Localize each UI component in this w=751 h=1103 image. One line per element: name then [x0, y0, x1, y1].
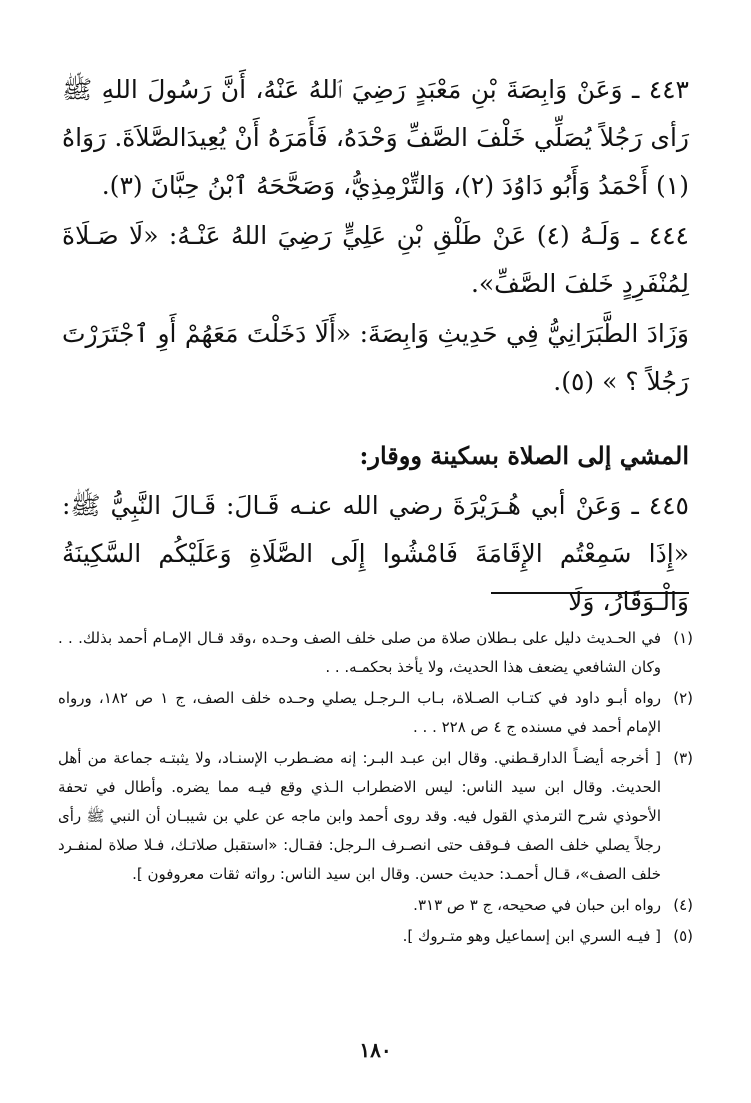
hadith-444: ٤٤٤ ـ وَلَـهُ (٤) عَنْ طَلْقِ بْنِ عَلِيٍّ رَضِيَ اللهُ عَنْـهُ: «لَا صَـلَاةَ لِمُنْفَرِدٍ خَلفَ الصَّفِّ».: [62, 221, 689, 298]
footnote-item: [58, 922, 693, 951]
footnotes-section: [58, 624, 693, 953]
hadith-443: ٤٤٣ ـ وَعَنْ وَابِصَةَ بْنِ مَعْبَدٍ رَضِيَ ٱللهُ عَنْهُ، أَنَّ رَسُولَ اللهِ ﷺ رَأى رَجُلاً يُصَلِّي خَلْفَ الصَّفِّ وَحْدَهُ، فَأَمَرَهُ أَنْ يُعِيدَالصَّلاَةَ. رَوَاهُ (١) أَحْمَدُ وَأَبُو دَاوُدَ (٢)، وَالتِّرْمِذِيُّ، وَصَحَّحَهُ ٱبْنُ حِبَّانَ (٣).: [62, 75, 689, 200]
footnote-divider: [491, 592, 689, 594]
footnote-item: [58, 624, 693, 682]
footnote-item: [58, 684, 693, 742]
main-text-body: [62, 66, 689, 628]
footnote-text: في الحـديث دليل على بـطلان صلاة من صلى خلف الصف وحـده ،وقد قـال الإمـام أحمد بذلك. . . وكان الشافعي يضعف هذا الحديث، ولا يأخذ بحكمـه. . .: [58, 629, 661, 676]
page-number: ١٨٠: [359, 1038, 392, 1062]
footnote-number: (١): [673, 629, 693, 647]
footnote-text: [ أخرجه أيضـاً الدارقـطني. وقال ابن عبـد البـر: إنه مضـطرب الإسنـاد، ولا يثبتـه جماعة من أهل الحديث. وقال ابن سيد الناس: ليس الاضطراب الـذي وقع فيـه مما يضره. وأطال في تحفة الأحوذي شرح الترمذي القول فيه. وقد روى أحمد وابن ماجه عن علي بن شيبـان أن النبي ﷺ رأى رجلاً يصلي خلف الصف فـوقف حتى انصـرف الـرجل: فقـال: «استقبل صلاتـك، فـلا صلاة لمنفـرد خلف الصف»، قـال أحمـد: حديث حسن. وقال ابن سيد الناس: رواته ثقات معروفون ].: [58, 749, 661, 883]
section-heading: المشي إلى الصلاة بسكينة ووقار:: [359, 441, 689, 470]
footnote-item: [58, 891, 693, 920]
footnote-number: (٥): [673, 927, 693, 945]
footnote-text: رواه ابن حبان في صحيحه، ج ٣ ص ٣١٣.: [413, 896, 661, 914]
footnote-number: (٢): [673, 689, 693, 707]
footnote-number: (٤): [673, 896, 693, 914]
footnote-text: [ فيـه السري ابن إسماعيل وهو متـروك ].: [402, 927, 661, 945]
footnote-text: رواه أبـو داود في كتـاب الصـلاة، بـاب الـرجـل يصلي وحـده خلف الصف، ج ١ ص ١٨٢، ورواه الإمام أحمد في مسنده ج ٤ ص ٢٢٨ . . .: [58, 689, 662, 736]
footnote-item: [58, 744, 693, 889]
footnote-number: (٣): [673, 749, 693, 767]
hadith-444-addition: وَزَادَ الطَّبَرَانِيُّ فِي حَدِيثِ وَابِصَةَ: «أَلَا دَخَلْتَ مَعَهُمْ أَوِ ٱجْتَرَرْتَ رَجُلاً ؟ » (٥).: [62, 319, 689, 396]
hadith-445: ٤٤٥ ـ وَعَنْ أبي هُـرَيْرَةَ رضي الله عنـه قَـالَ: قَـالَ النَّبِيُّ ﷺ: «إِذَا سَمِعْتُم الإِقَامَةَ فَامْشُوا إِلَى الصَّلَاةِ وَعَلَيْكُم السَّكِينَةُ وَالْـوَقَارُ، وَلَا: [62, 491, 689, 616]
